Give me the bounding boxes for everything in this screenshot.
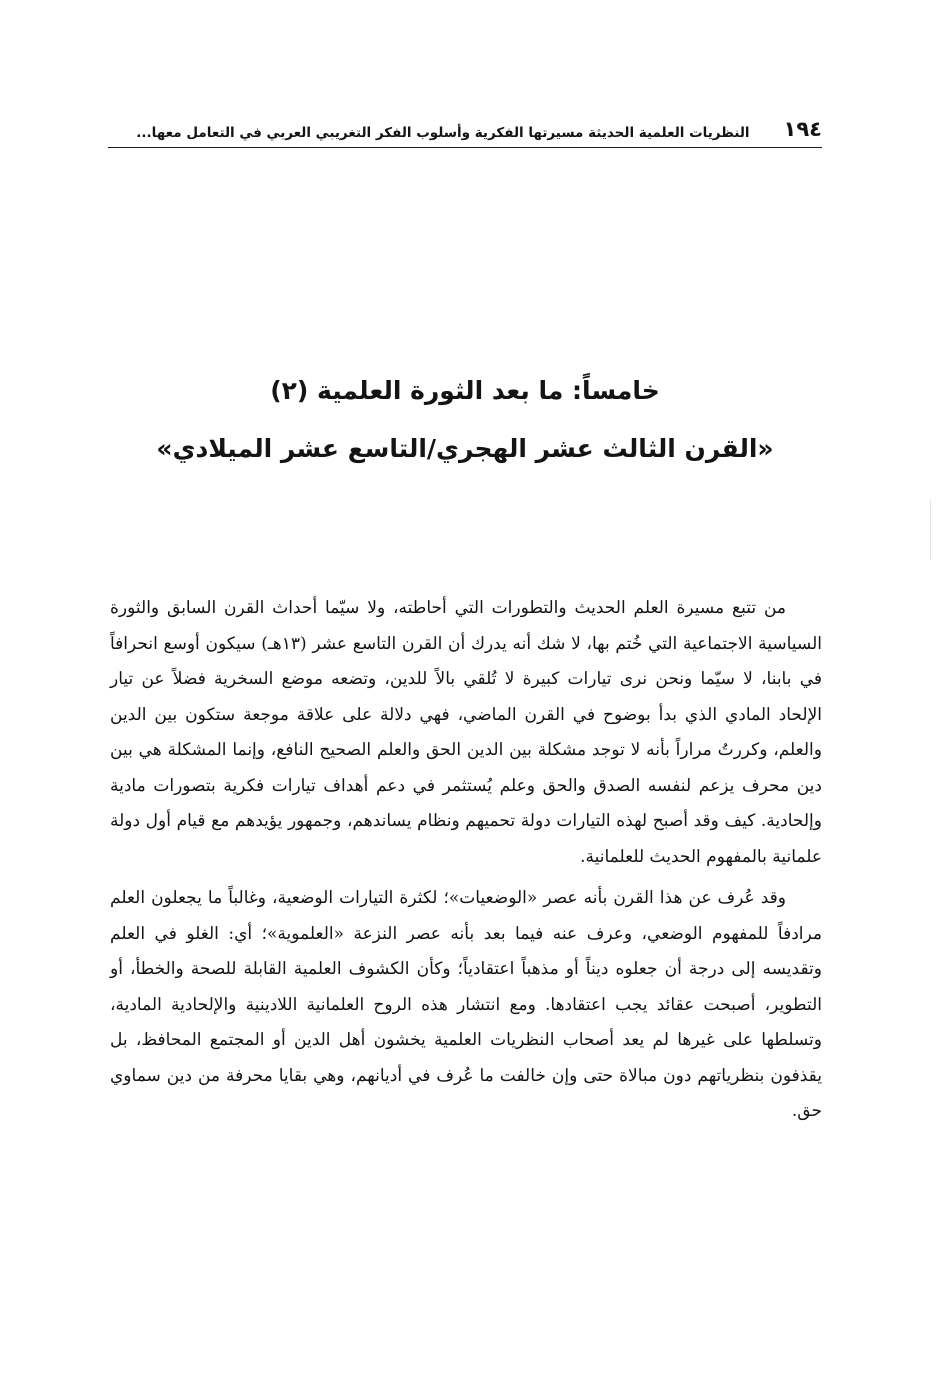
paragraph-1: من تتبع مسيرة العلم الحديث والتطورات التي أحاطته، ولا سيّما أحداث القرن السابق والثورة السياسية الاجتماعية التي خُتم بها، لا شك أنه يدرك أن القرن التاسع عشر (١٣هـ) سيكون أوسع انحرافاً في بابنا، لا سيّما ونحن نرى تيارات كبيرة لا تُلقي بالاً للدين، وتضعه موضع السخرية فضلاً عن تيار الإلحاد المادي الذي بدأ بوضوح في القرن الماضي، فهي دلالة على علاقة موجعة ستكون بين الدين والعلم، وكررتُ مراراً بأنه لا توجد مشكلة بين الدين الحق والعلم الصحيح النافع، وإنما المشكلة هي بين دين محرف يزعم لنفسه الصدق والحق وعلم يُستثمر في دعم أهداف تيارات فكرية بتصورات مادية وإلحادية. كيف وقد أصبح لهذه التيارات دولة تحميهم ونظام يساندهم، وجمهور يؤيدهم مع قيام أول دولة علمانية بالمفهوم الحديث للعلمانية. — [110, 598, 822, 867]
heading-line-1: خامساً: ما بعد الثورة العلمية (٢) — [270, 376, 660, 405]
page-number: ١٩٤ — [783, 117, 822, 141]
running-title: النظريات العلمية الحديثة مسيرتها الفكرية وأسلوب الفكر التغريبي العربي في التعامل معها... — [136, 125, 750, 141]
paragraph-2: وقد عُرف عن هذا القرن بأنه عصر «الوضعيات»؛ لكثرة التيارات الوضعية، وغالباً ما يجعلون العلم مرادفاً للمفهوم الوضعي، وعرف عنه فيما بعد بأنه عصر النزعة «العلموية»؛ أي: الغلو في العلم وتقديسه إلى درجة أن جعلوه ديناً أو مذهباً اعتقادياً؛ وكأن الكشوف العلمية القابلة للصحة والخطأ، أو التطوير، أصبحت عقائد يجب اعتقادها. ومع انتشار هذه الروح العلمانية اللادينية والإلحادية المادية، وتسلطها على غيرها لم يعد أصحاب النظريات العلمية يخشون أهل الدين أو المجتمع المحافظ، بل يقذفون بنظرياتهم دون مبالاة حتى وإن خالفت ما عُرف في أديانهم، وهي بقايا محرفة من دين سماوي حق. — [110, 888, 822, 1121]
scan-edge-mark — [930, 500, 931, 560]
chapter-heading — [108, 362, 822, 478]
heading-line-2: «القرن الثالث عشر الهجري/التاسع عشر الميلادي» — [156, 434, 774, 463]
running-header — [108, 108, 822, 148]
body-text — [110, 591, 822, 1130]
